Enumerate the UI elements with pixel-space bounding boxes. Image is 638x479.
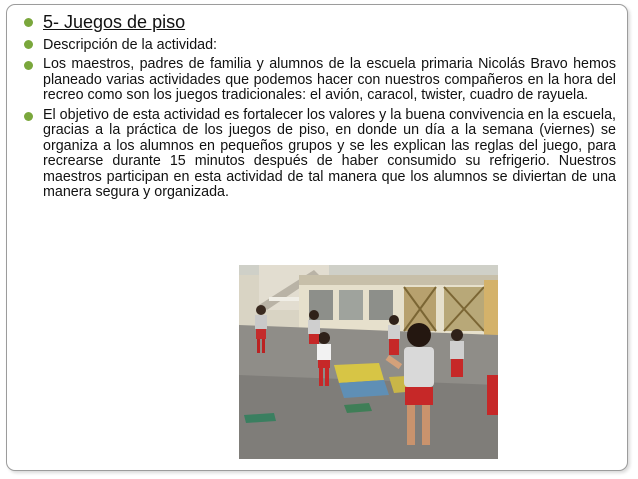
bullet-text: El objetivo de esta actividad es fortalecer los valores y la buena convivencia en la escuela, gracias a la práctica de los juegos de piso, en donde un día a la semana (viernes) se organiza a los alumnos en pequeños grupos y se les explican las reglas del juego, para recrearse durante 15 minutos después de haber consumido su refrigerio. Nuestros maestros participan en esta actividad de tal manera que los alumnos se diviertan de una manera segura y organizada. [43, 106, 616, 200]
bullet-text: Descripción de la actividad: [43, 37, 218, 53]
slide-content [24, 12, 616, 204]
bullet-dot-icon [24, 61, 33, 70]
bullet-dot-icon [24, 40, 33, 49]
schoolyard-photo [239, 265, 498, 459]
bullet-activities [24, 57, 616, 104]
bullet-text: Los maestros, padres de familia y alumnos de la escuela primaria Nicolás Bravo hemos planeado varias actividades que podemos hacer con nuestros compañeros en la hora del recreo como son los juegos tradicionales: el avión, caracol, twister, cuadro de rayuela. [43, 56, 616, 103]
bullet-dot-icon [24, 112, 33, 121]
bullet-description [24, 36, 616, 54]
bullet-objective [24, 108, 616, 201]
slide-title: 5- Juegos de piso [43, 12, 186, 32]
title-bullet [24, 12, 616, 33]
bullet-dot-icon [24, 18, 33, 27]
